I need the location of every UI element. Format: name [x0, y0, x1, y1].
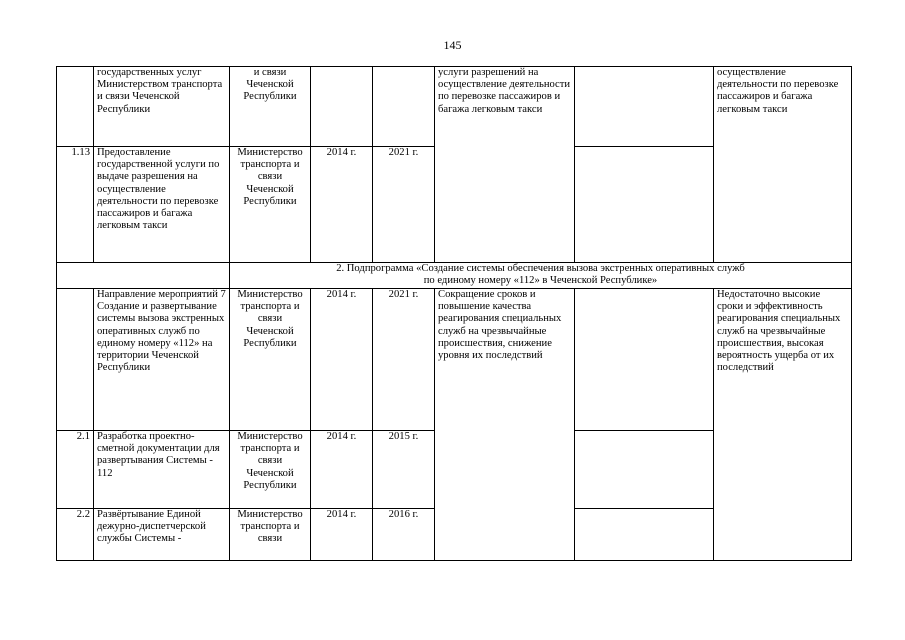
start-year-cell: 2014 г. — [311, 289, 373, 431]
measure-name-cell: Предоставление государственной услуги по выдаче разрешения на осуществление деятельности по перевозке пассажиров и багажа легковым такси — [94, 147, 230, 263]
executor-cell: Министерство транспорта и связи Чеченской Республики — [230, 147, 311, 263]
expected-result-cell: услуги разрешений на осуществление деятельности по перевозке пассажиров и багажа легковым такси — [435, 67, 575, 263]
measures-table — [56, 66, 852, 561]
subprogram-title-line-1: 2. Подпрограмма «Создание системы обеспечения вызова экстренных оперативных служб — [336, 263, 745, 274]
row-number-cell: 2.1 — [57, 431, 94, 509]
implementation-cell — [575, 147, 714, 263]
implementation-cell — [575, 289, 714, 431]
start-year-cell — [311, 67, 373, 147]
executor-cell: и связи Чеченской Республики — [230, 67, 311, 147]
start-year-cell: 2014 г. — [311, 431, 373, 509]
subprogram-title-cell — [230, 263, 852, 289]
measure-name-cell: Развёртывание Единой дежурно-диспетчерской службы Системы - — [94, 509, 230, 561]
executor-cell: Министерство транспорта и связи Чеченской Республики — [230, 289, 311, 431]
start-year-cell: 2014 г. — [311, 147, 373, 263]
executor-cell: Министерство транспорта и связи — [230, 509, 311, 561]
implementation-cell — [575, 431, 714, 509]
consequences-cell: осуществление деятельности по перевозке пассажиров и багажа легковым такси — [714, 67, 852, 263]
end-year-cell: 2015 г. — [373, 431, 435, 509]
end-year-cell: 2016 г. — [373, 509, 435, 561]
table-row — [57, 67, 852, 147]
end-year-cell — [373, 67, 435, 147]
row-number-cell: 2.2 — [57, 509, 94, 561]
row-number-cell — [57, 67, 94, 147]
implementation-cell — [575, 509, 714, 561]
implementation-cell — [575, 67, 714, 147]
table-row — [57, 289, 852, 431]
row-number-cell: 1.13 — [57, 147, 94, 263]
consequences-cell: Недостаточно высокие сроки и эффективность реагирования специальных служб на чрезвычайные происшествия, высокая вероятность ущерба от их последствий — [714, 289, 852, 561]
page-number: 145 — [443, 38, 462, 52]
measure-name-cell: Направление мероприятий 7 Создание и развертывание системы вызова экстренных оперативных служб по единому номеру «112» на территории Чеченской Республики — [94, 289, 230, 431]
measure-name-cell: государственных услуг Министерством транспорта и связи Чеченской Республики — [94, 67, 230, 147]
measure-name-cell: Разработка проектно-сметной документации для развертывания Системы - 112 — [94, 431, 230, 509]
end-year-cell: 2021 г. — [373, 147, 435, 263]
expected-result-cell: Сокращение сроков и повышение качества реагирования специальных служб на чрезвычайные происшествия, снижение уровня их последствий — [435, 289, 575, 561]
executor-cell: Министерство транспорта и связи Чеченской Республики — [230, 431, 311, 509]
start-year-cell: 2014 г. — [311, 509, 373, 561]
subprogram-title-line-2: по единому номеру «112» в Чеченской Республике» — [423, 275, 658, 287]
row-number-cell — [57, 289, 94, 431]
section-blank-cell — [57, 263, 230, 289]
end-year-cell: 2021 г. — [373, 289, 435, 431]
section-header-row — [57, 263, 852, 289]
